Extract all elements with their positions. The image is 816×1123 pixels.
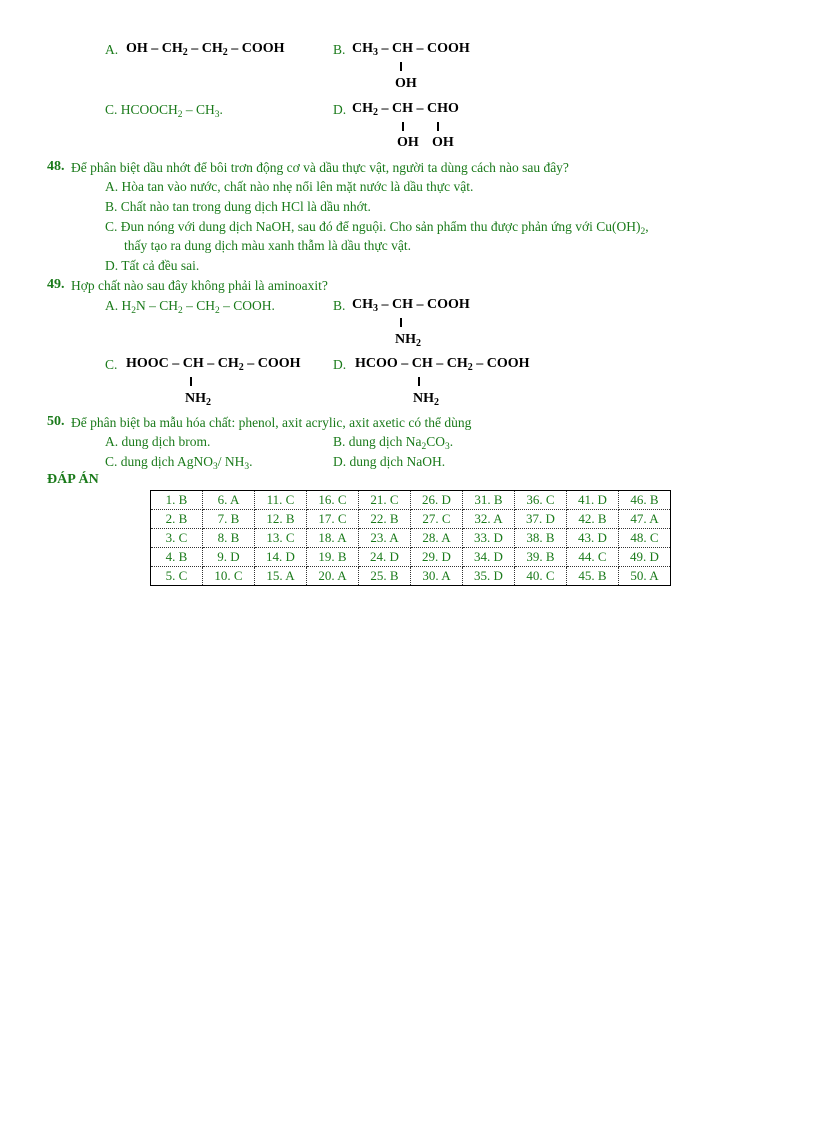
answer-cell: 43. D	[567, 529, 619, 548]
answer-key-table	[150, 490, 671, 586]
answer-cell: 47. A	[619, 510, 671, 529]
q47-d-bond-1	[402, 122, 404, 131]
answer-cell: 37. D	[515, 510, 567, 529]
answer-cell: 13. C	[255, 529, 307, 548]
q49-option-c-substituent: $NH_2$	[185, 391, 211, 408]
answer-cell: 11. C	[255, 491, 307, 510]
answer-cell: 23. A	[359, 529, 411, 548]
q49-c-bond	[190, 377, 192, 386]
answer-cell: 31. B	[463, 491, 515, 510]
answer-cell: 50. A	[619, 567, 671, 586]
answer-cell: 2. B	[151, 510, 203, 529]
answer-cell: 24. D	[359, 548, 411, 567]
q49-option-d-label: D.	[333, 357, 347, 372]
answer-cell: 18. A	[307, 529, 359, 548]
q48-option-d: D. Tất cả đều sai.	[105, 258, 200, 273]
q50-option-d: D. dung dịch NaOH.	[333, 454, 446, 469]
q47-option-d-substituent-2: OH	[432, 135, 454, 150]
q49-number: 49.	[47, 277, 65, 292]
answer-cell: 33. D	[463, 529, 515, 548]
q47-d-bond-2	[437, 122, 439, 131]
answer-cell: 21. C	[359, 491, 411, 510]
q49-option-b-label: B.	[333, 298, 346, 313]
q49-option-b-formula: $CH_3$ – CH – COOH	[352, 297, 470, 314]
q49-b-bond	[400, 318, 402, 327]
answer-cell: 20. A	[307, 567, 359, 586]
answer-cell: 14. D	[255, 548, 307, 567]
q48-option-b: B. Chất nào tan trong dung dịch HCl là dầu nhớt.	[105, 199, 371, 214]
q49-option-c-label: C.	[105, 357, 118, 372]
q47-option-a-formula: OH – $CH_2 - CH_2$ – COOH	[126, 41, 285, 58]
q47-option-a-label: A.	[105, 42, 119, 57]
answer-cell: 15. A	[255, 567, 307, 586]
q47-option-d-label: D.	[333, 102, 347, 117]
answer-cell: 4. B	[151, 548, 203, 567]
q49-d-bond	[418, 377, 420, 386]
answer-cell: 28. A	[411, 529, 463, 548]
answer-row	[151, 491, 671, 510]
answer-cell: 30. A	[411, 567, 463, 586]
answer-cell: 3. C	[151, 529, 203, 548]
answer-row	[151, 548, 671, 567]
answer-cell: 1. B	[151, 491, 203, 510]
answer-cell: 46. B	[619, 491, 671, 510]
answer-cell: 29. D	[411, 548, 463, 567]
q50-option-a: A. dung dịch brom.	[105, 434, 211, 449]
q47-option-b-formula: $CH_3$ – CH – COOH	[352, 41, 470, 58]
q49-question: Hợp chất nào sau đây không phải là aminoaxit?	[71, 278, 328, 293]
q48-option-c-line2: thấy tạo ra dung dịch màu xanh thẫm là dầu thực vật.	[124, 238, 411, 253]
answer-cell: 44. C	[567, 548, 619, 567]
q50-question: Để phân biệt ba mẫu hóa chất: phenol, axit acrylic, axit axetic có thể dùng	[71, 415, 472, 430]
answer-cell: 48. C	[619, 529, 671, 548]
q47-option-b-label: B.	[333, 42, 346, 57]
answer-cell: 6. A	[203, 491, 255, 510]
answer-cell: 10. C	[203, 567, 255, 586]
q48-option-a: A. Hòa tan vào nước, chất nào nhẹ nổi lên mặt nước là dầu thực vật.	[105, 179, 474, 194]
answer-cell: 36. C	[515, 491, 567, 510]
answer-row	[151, 529, 671, 548]
q49-option-b-substituent: $NH_2$	[395, 332, 421, 349]
q49-option-d-substituent: $NH_2$	[413, 391, 439, 408]
answer-key-heading: ĐÁP ÁN	[47, 472, 99, 487]
answer-cell: 34. D	[463, 548, 515, 567]
answer-cell: 19. B	[307, 548, 359, 567]
answer-row	[151, 510, 671, 529]
answer-cell: 26. D	[411, 491, 463, 510]
answer-cell: 38. B	[515, 529, 567, 548]
answer-cell: 7. B	[203, 510, 255, 529]
answer-cell: 27. C	[411, 510, 463, 529]
answer-cell: 39. B	[515, 548, 567, 567]
answer-cell: 42. B	[567, 510, 619, 529]
answer-cell: 45. B	[567, 567, 619, 586]
answer-cell: 40. C	[515, 567, 567, 586]
q50-number: 50.	[47, 414, 65, 429]
q49-option-c-formula: HOOC – CH – $CH_2$ – COOH	[126, 356, 301, 373]
q47-option-c: C. $HCOOCH_2 - CH_3$.	[105, 102, 223, 120]
answer-cell: 17. C	[307, 510, 359, 529]
answer-cell: 9. D	[203, 548, 255, 567]
q49-option-a: A. $H_2N - CH_2 - CH_2$ – COOH.	[105, 298, 275, 316]
answer-cell: 16. C	[307, 491, 359, 510]
answer-cell: 5. C	[151, 567, 203, 586]
answer-cell: 25. B	[359, 567, 411, 586]
q47-b-bond	[400, 62, 402, 71]
q48-question: Để phân biệt dầu nhớt để bôi trơn động cơ và dầu thực vật, người ta dùng cách nào sau đây?	[71, 160, 569, 175]
answer-row	[151, 567, 671, 586]
q50-option-c: C. dung dịch AgNO$_3$/ $NH_3$.	[105, 454, 253, 472]
answer-cell: 12. B	[255, 510, 307, 529]
answer-cell: 8. B	[203, 529, 255, 548]
answer-cell: 41. D	[567, 491, 619, 510]
answer-cell: 32. A	[463, 510, 515, 529]
answer-cell: 22. B	[359, 510, 411, 529]
q49-option-d-formula: HCOO – CH – $CH_2$ – COOH	[355, 356, 530, 373]
q47-option-d-substituent-1: OH	[397, 135, 419, 150]
q50-option-b: B. dung dịch $Na_2CO_3$.	[333, 434, 454, 452]
q48-number: 48.	[47, 159, 65, 174]
answer-cell: 49. D	[619, 548, 671, 567]
q47-option-d-formula: $CH_2$ – CH – CHO	[352, 101, 459, 118]
answer-cell: 35. D	[463, 567, 515, 586]
q48-option-c-line1: C. Đun nóng với dung dịch NaOH, sau đó để nguội. Cho sản phẩm thu được phản ứng với $Cu(OH)_2$,	[105, 219, 649, 237]
q47-option-b-substituent: OH	[395, 76, 417, 91]
